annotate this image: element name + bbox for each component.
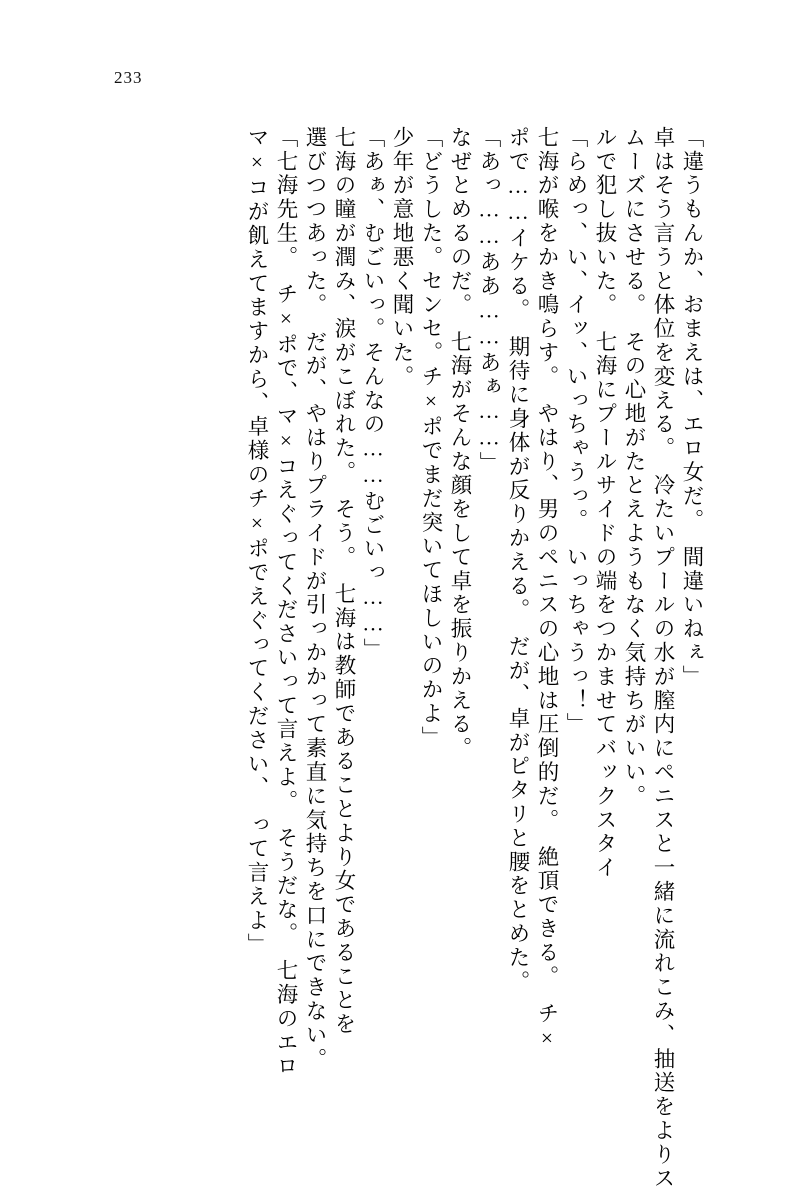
text-line: 七海が喉をかき鳴らす。 やはり、男のペニスの心地は圧倒的だ。 絶頂できる。 チ×: [535, 126, 559, 1053]
text-line: ポで……イケる。 期待に身体が反りかえる。 だが、卓がピタリと腰をとめた。: [506, 126, 530, 994]
text-line: 七海の瞳が潤み、涙がこぼれた。 そう。 七海は教師であることより女であることを: [332, 126, 356, 1037]
text-line: 「七海先生。 チ×ポで、マ×コえぐってくださいって言えよ。 そうだな。 七海のエロ: [274, 126, 298, 1079]
text-line: 卓はそう言うと体位を変える。 冷たいプールの水が膣内にペニスと一緒に流れこみ、抽送をよりス: [651, 126, 675, 1191]
text-line: 少年が意地悪く聞いた。: [390, 126, 414, 389]
text-line: マ×コが飢えてますから、卓様のチ×ポでえぐってください、 って言えよ」: [245, 126, 269, 957]
text-line: 「どうした。センセ。チ×ポでまだ突いてほしいのかよ」: [419, 126, 443, 750]
text-line: 「らめっ、い、イッ、いっちゃうっ。 いっちゃうっ！」: [564, 126, 588, 737]
page-number: 233: [114, 68, 143, 87]
text-line: 「違うもんか、おまえは、エロ女だ。 間違いねぇ」: [680, 126, 704, 689]
text-line: 「あっ……ああ……あぁ……」: [477, 126, 501, 476]
text-line: 選びつつあった。 だが、やはりプライドが引っかかって素直に気持ちを口にできない。: [303, 126, 327, 1072]
vertical-text-body: [82, 126, 704, 1191]
text-line: ムーズにさせる。 その心地がたとえようもなく気持ちがいい。: [622, 126, 646, 809]
text-line: なぜとめるのだ。 七海がそんな顔をして卓を振りかえる。: [448, 126, 472, 761]
text-line: 「あぁ、むごいっ。そんなの……むごいっ……」: [361, 126, 385, 662]
text-line: ルで犯し抜いた。 七海にプールサイドの端をつかませてバックスタイ: [593, 126, 617, 881]
